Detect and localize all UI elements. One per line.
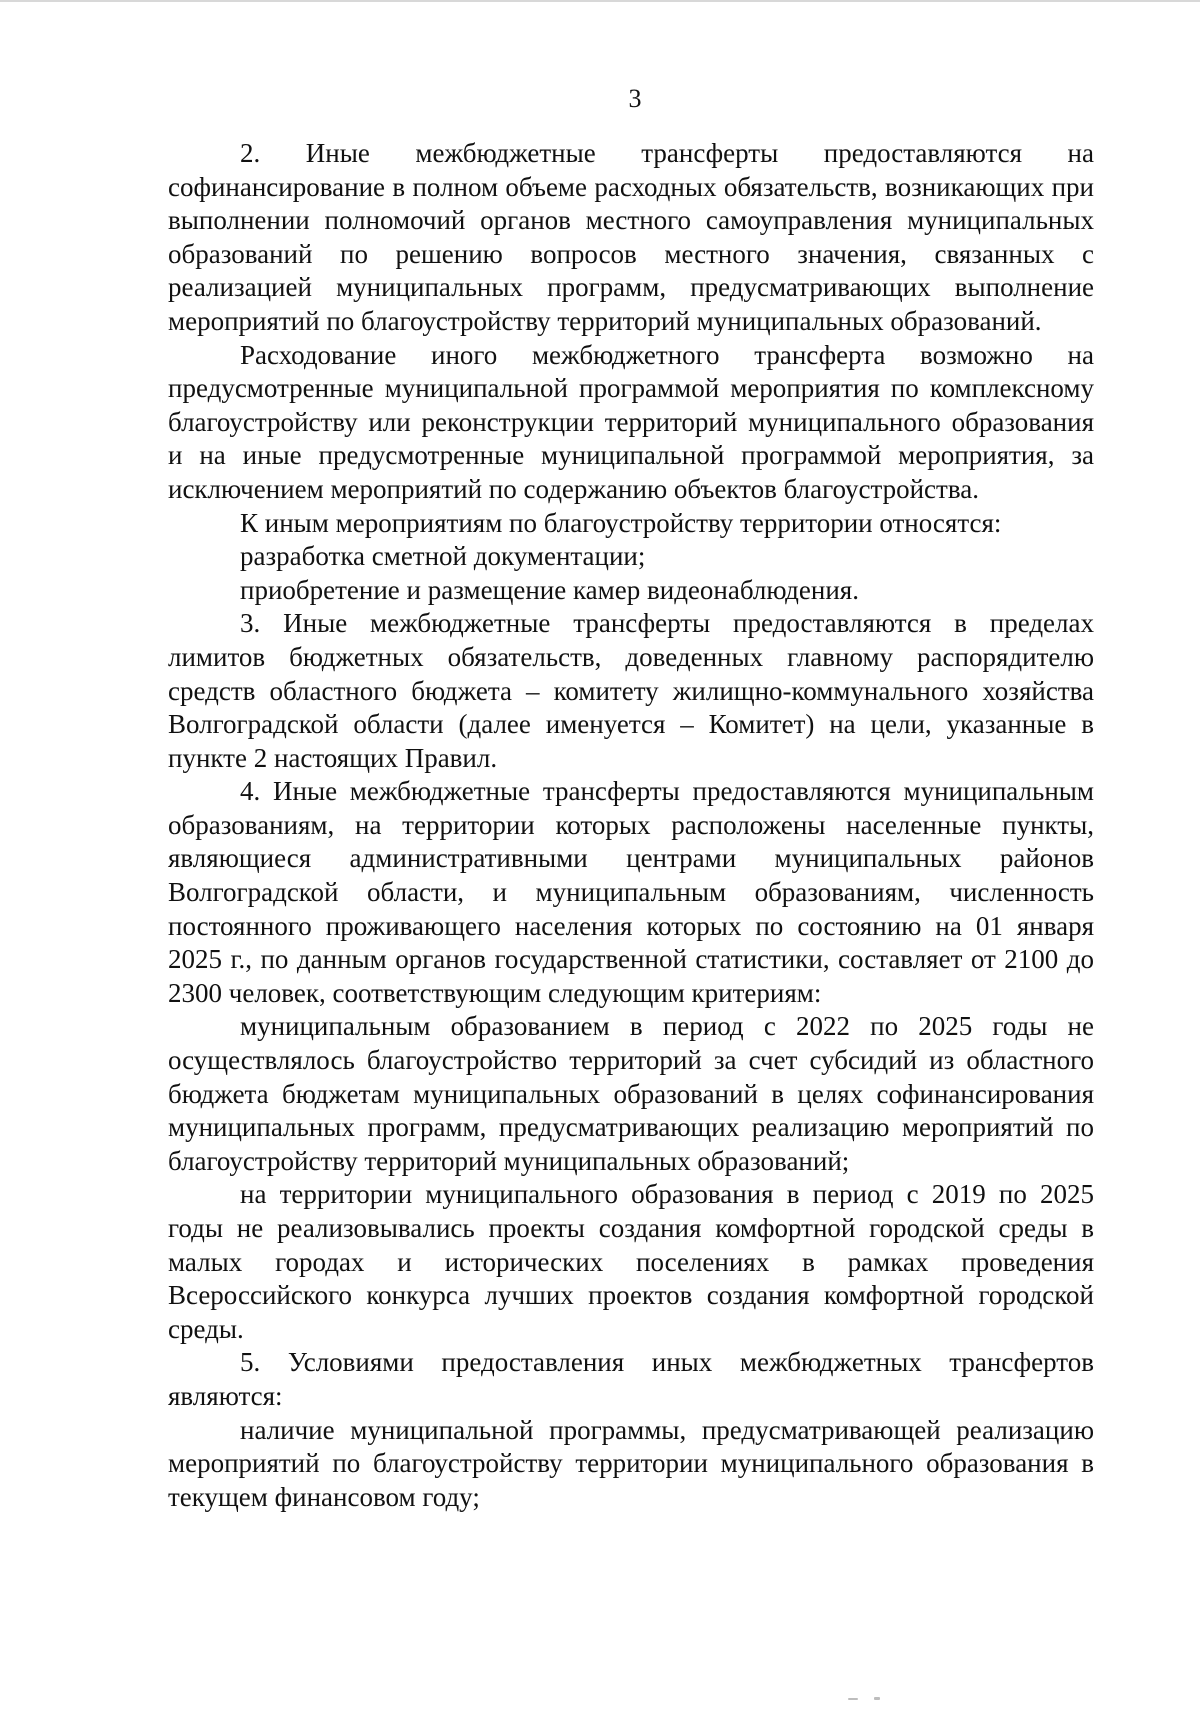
- list-item-estimate-documentation: разработка сметной документации;: [240, 541, 646, 572]
- page-number: 3: [628, 84, 642, 113]
- scan-speck: [848, 1698, 858, 1700]
- paragraph-item-4: 4. Иные межбюджетные трансферты предоставляются муниципальным образованиям, на территории которых расположены населенные пункты, являющиеся административными центрами муниципальных районов Волгоградской области, и муниципальным образованиям, численность постоянного проживающего населения которых по состоянию на 01 января 2025 г., по данным органов государственной статистики, составляет от 2100 до 2300 человек, соответствующим следующим критериям:: [168, 776, 1094, 1008]
- scan-speck: [874, 1697, 880, 1700]
- paragraph-item-2: 2. Иные межбюджетные трансферты предоставляются на софинансирование в полном объеме расходных обязательств, возникающих при выполнении полномочий органов местного самоуправления муниципальных образований по решению вопросов местного значения, связанных с реализацией муниципальных программ, предусматривающих выполнение мероприятий по благоустройству территорий муниципальных образований.: [168, 138, 1094, 336]
- document-body: [168, 137, 1094, 1514]
- paragraph-spending-conditions: Расходование иного межбюджетного трансферта возможно на предусмотренные муниципальной программой мероприятия по комплексному благоустройству или реконструкции территорий муниципального образования и на иные предусмотренные муниципальной программой мероприятия, за исключением мероприятий по содержанию объектов благоустройства.: [168, 339, 1094, 504]
- scan-top-edge: [0, 0, 1200, 2]
- condition-municipal-program: наличие муниципальной программы, предусматривающей реализацию мероприятий по благоустройству территории муниципального образования в текущем финансовом году;: [168, 1414, 1094, 1512]
- paragraph-item-3: 3. Иные межбюджетные трансферты предоставляются в пределах лимитов бюджетных обязательств, доведенных главному распорядителю средств областного бюджета – комитету жилищно-коммунального хозяйства Волгоградской области (далее именуется – Комитет) на цели, указанные в пункте 2 настоящих Правил.: [168, 608, 1094, 773]
- paragraph-other-activities-intro: К иным мероприятиям по благоустройству территории относятся:: [240, 507, 1002, 538]
- list-item-video-cameras: приобретение и размещение камер видеонаблюдения.: [240, 574, 859, 605]
- criterion-no-subsidies: муниципальным образованием в период с 2022 по 2025 годы не осуществлялось благоустройство территорий за счет субсидий из областного бюджета бюджетам муниципальных образований в целях софинансирования муниципальных программ, предусматривающих реализацию мероприятий по благоустройству территорий муниципальных образований;: [168, 1011, 1094, 1176]
- paragraph-item-5: 5. Условиями предоставления иных межбюджетных трансфертов являются:: [168, 1347, 1094, 1411]
- criterion-no-projects: на территории муниципального образования в период с 2019 по 2025 годы не реализовывались проекты создания комфортной городской среды в малых городах и исторических поселениях в рамках проведения Всероссийского конкурса лучших проектов создания комфортной городской среды.: [168, 1179, 1094, 1344]
